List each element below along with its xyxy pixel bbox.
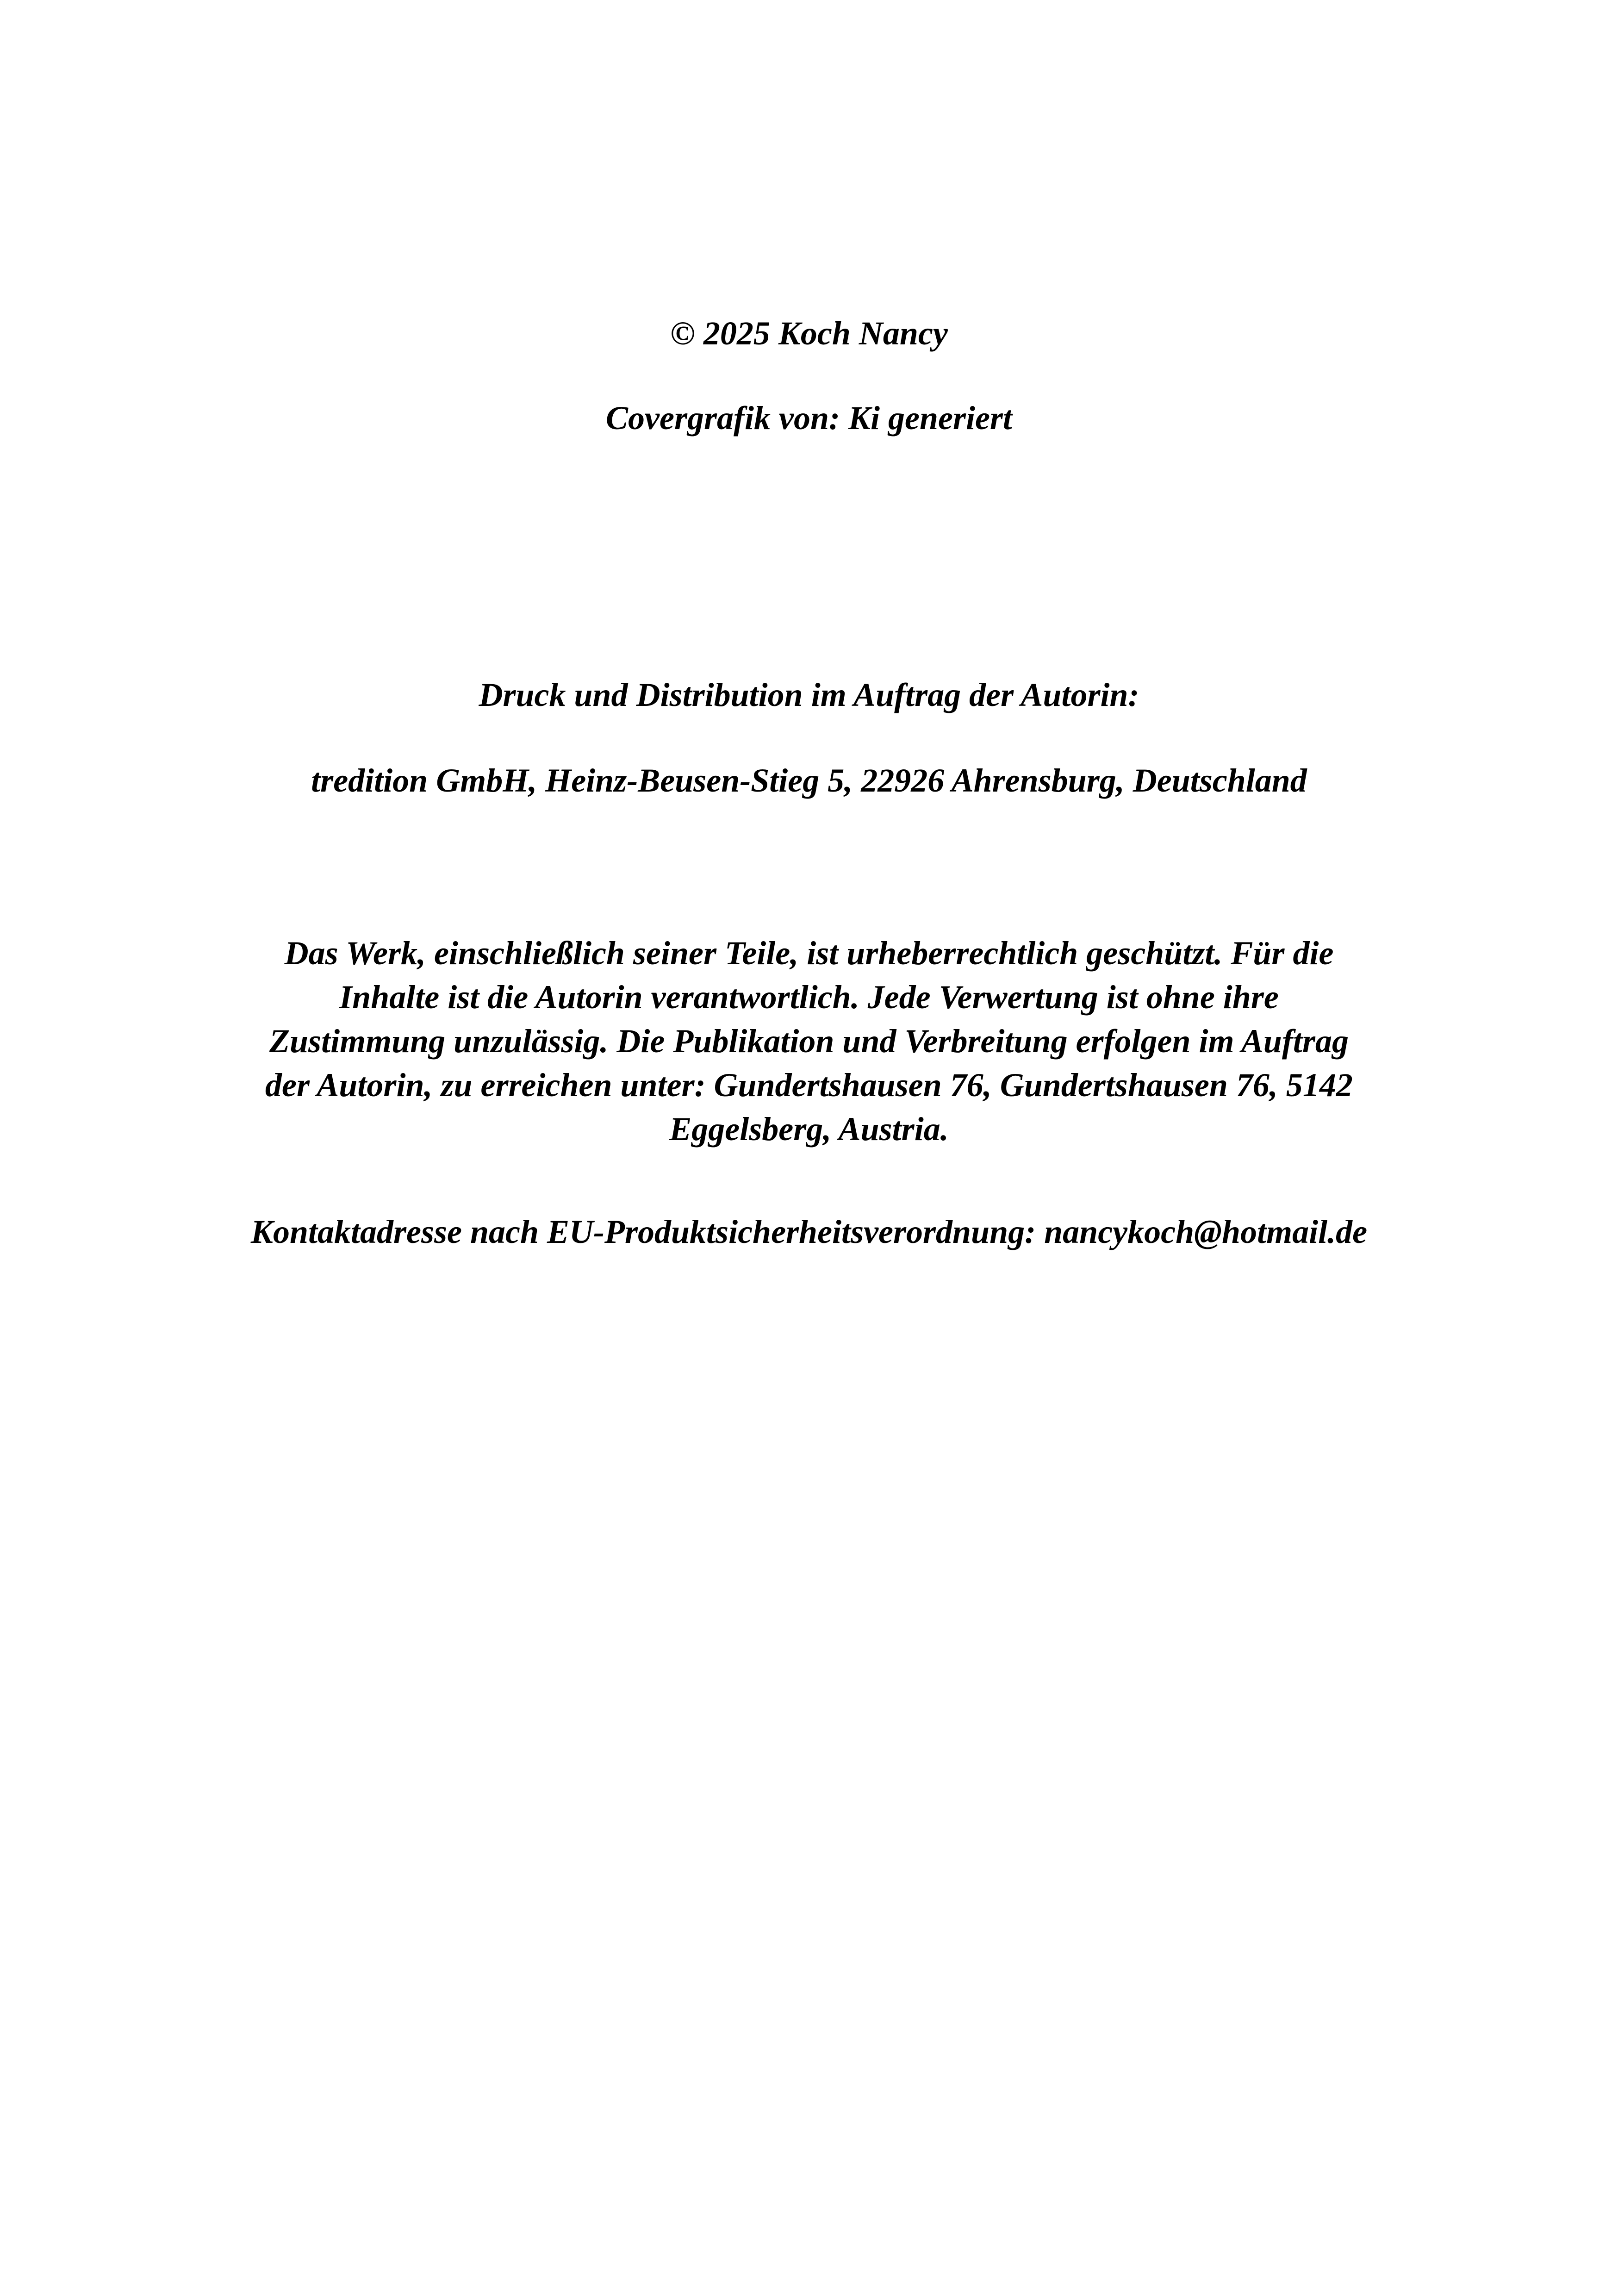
cover-credit: Covergrafik von: Ki generiert [606,399,1012,437]
rights-paragraph [204,931,1414,1151]
rights-line: Inhalte ist die Autorin verantwortlich. Jede Verwertung ist ohne ihre [339,979,1279,1016]
rights-line: der Autorin, zu erreichen unter: Gundertshausen 76, Gundertshausen 76, 5142 [265,1067,1353,1104]
publisher-address: tredition GmbH, Heinz-Beusen-Stieg 5, 22926 Ahrensburg, Deutschland [311,762,1307,799]
rights-line: Zustimmung unzulässig. Die Publikation und Verbreitung erfolgen im Auftrag [269,1023,1349,1060]
copyright-notice: © 2025 Koch Nancy [670,315,948,352]
contact-address: Kontaktadresse nach EU-Produktsicherheitsverordnung: nancykoch@hotmail.de [250,1213,1368,1250]
rights-line: Das Werk, einschließlich seiner Teile, ist urheberrechtlich geschützt. Für die [284,935,1334,972]
print-distribution-notice: Druck und Distribution im Auftrag der Autorin: [479,676,1139,713]
rights-line: Eggelsberg, Austria. [669,1111,949,1148]
